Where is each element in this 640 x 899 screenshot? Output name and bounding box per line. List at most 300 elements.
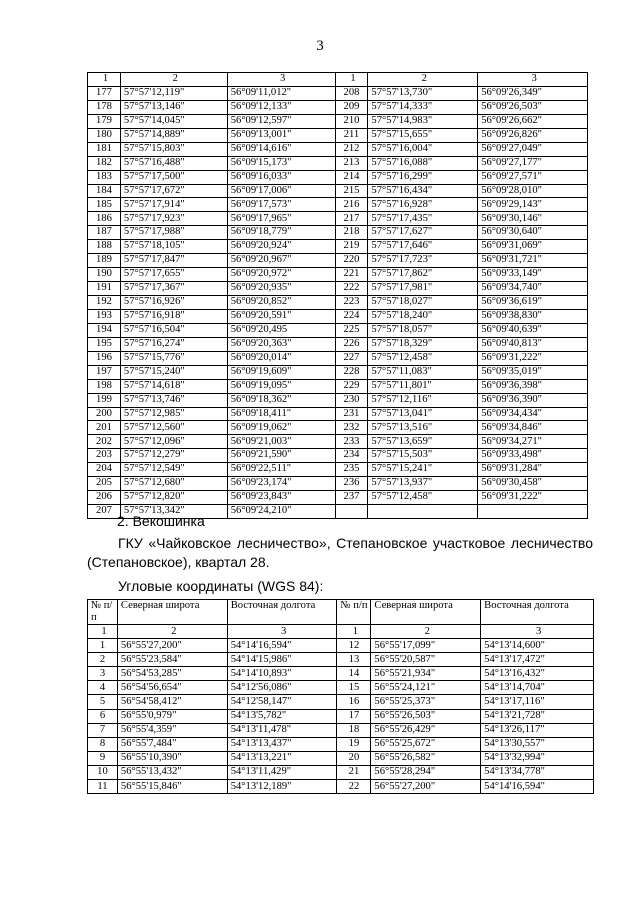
longitude-cell: 56°09'34,740" (478, 282, 588, 296)
longitude-cell: 56°09'23,174" (227, 477, 335, 491)
point-number-cell: 191 (88, 282, 121, 296)
point-number-cell: 208 (335, 86, 368, 100)
column-header: Восточная долгота (227, 600, 337, 625)
latitude-cell: 57°57'13,659" (368, 435, 478, 449)
longitude-cell: 54°13'26,117" (481, 723, 594, 737)
latitude-cell: 57°57'15,803" (120, 142, 227, 156)
table-row (88, 709, 594, 723)
table-row (88, 240, 588, 254)
point-number-cell (335, 505, 368, 519)
latitude-cell: 57°57'17,988" (120, 226, 227, 240)
latitude-cell: 57°57'13,041" (368, 407, 478, 421)
longitude-cell: 56°09'30,640" (478, 226, 588, 240)
longitude-cell: 56°09'13,001" (227, 128, 335, 142)
point-number-cell: 197 (88, 365, 121, 379)
latitude-cell: 56°54'53,285" (117, 667, 227, 681)
latitude-cell: 57°57'18,057" (368, 323, 478, 337)
point-number-cell: 184 (88, 184, 121, 198)
longitude-cell: 56°09'24,210" (227, 505, 335, 519)
point-number-cell: 209 (335, 100, 368, 114)
longitude-cell: 54°12'56,086" (227, 681, 337, 695)
latitude-cell: 57°57'16,928" (368, 198, 478, 212)
longitude-cell: 54°13'30,557" (481, 737, 594, 751)
latitude-cell: 56°55'27,200" (117, 639, 227, 653)
longitude-cell: 56°09'21,003" (227, 435, 335, 449)
latitude-cell: 56°55'23,584" (117, 653, 227, 667)
latitude-cell: 57°57'17,862" (368, 268, 478, 282)
latitude-cell: 57°57'17,672" (120, 184, 227, 198)
point-number-cell: 237 (335, 491, 368, 505)
longitude-cell: 54°13'12,189" (227, 780, 337, 794)
longitude-cell: 56°09'40,639" (478, 323, 588, 337)
longitude-cell: 56°09'20,363" (227, 337, 335, 351)
point-number-cell: 214 (335, 170, 368, 184)
longitude-cell: 56°09'17,573" (227, 198, 335, 212)
latitude-cell: 57°57'12,458" (368, 351, 478, 365)
point-number-cell: 203 (88, 449, 121, 463)
point-number-cell: 180 (88, 128, 121, 142)
longitude-cell: 56°09'40,813" (478, 337, 588, 351)
point-number-cell: 182 (88, 156, 121, 170)
point-number-cell: 183 (88, 170, 121, 184)
point-number-cell: 210 (335, 114, 368, 128)
longitude-cell: 56°09'31,069" (478, 240, 588, 254)
point-number-cell: 8 (88, 737, 118, 751)
longitude-cell: 54°13'17,116" (481, 695, 594, 709)
longitude-cell: 56°09'18,411" (227, 407, 335, 421)
point-number-cell: 221 (335, 268, 368, 282)
point-number-cell: 185 (88, 198, 121, 212)
point-number-cell: 213 (335, 156, 368, 170)
table-row (88, 212, 588, 226)
point-number-cell: 219 (335, 240, 368, 254)
longitude-cell: 54°14'16,594" (227, 639, 337, 653)
point-number-cell: 218 (335, 226, 368, 240)
point-number-cell: 187 (88, 226, 121, 240)
column-header: 2 (368, 73, 478, 87)
longitude-cell: 54°14'15,986" (227, 653, 337, 667)
table-row (88, 184, 588, 198)
latitude-cell: 57°57'12,549" (120, 463, 227, 477)
latitude-cell: 57°57'16,274" (120, 337, 227, 351)
column-header: 1 (88, 73, 121, 87)
column-header: 3 (227, 73, 335, 87)
longitude-cell: 56°09'36,390" (478, 393, 588, 407)
longitude-cell: 56°09'31,721" (478, 254, 588, 268)
table-row (88, 114, 588, 128)
latitude-cell: 57°57'16,488" (120, 156, 227, 170)
point-number-cell: 20 (337, 751, 371, 765)
latitude-cell: 56°54'56,654" (117, 681, 227, 695)
table-header-row (88, 73, 588, 87)
column-number: 1 (88, 625, 118, 639)
column-number: 2 (371, 625, 481, 639)
point-number-cell: 217 (335, 212, 368, 226)
point-number-cell: 178 (88, 100, 121, 114)
latitude-cell: 57°57'12,096" (120, 435, 227, 449)
column-header: 3 (478, 73, 588, 87)
longitude-cell: 54°13'16,432" (481, 667, 594, 681)
longitude-cell: 56°09'18,362" (227, 393, 335, 407)
latitude-cell: 57°57'14,618" (120, 379, 227, 393)
point-number-cell: 181 (88, 142, 121, 156)
table-row (88, 156, 588, 170)
column-number: 1 (337, 625, 371, 639)
latitude-cell: 57°57'14,045" (120, 114, 227, 128)
longitude-cell: 56°09'34,434" (478, 407, 588, 421)
point-number-cell: 11 (88, 780, 118, 794)
longitude-cell: 54°13'5,782" (227, 709, 337, 723)
table-row (88, 737, 594, 751)
point-number-cell: 233 (335, 435, 368, 449)
point-number-cell: 189 (88, 254, 121, 268)
longitude-cell: 56°09'33,149" (478, 268, 588, 282)
longitude-cell: 56°09'31,284" (478, 463, 588, 477)
point-number-cell: 3 (88, 667, 118, 681)
longitude-cell: 56°09'20,924" (227, 240, 335, 254)
longitude-cell: 56°09'17,965" (227, 212, 335, 226)
latitude-cell: 57°57'18,105" (120, 240, 227, 254)
table-row (88, 421, 588, 435)
latitude-cell: 57°57'12,680" (120, 477, 227, 491)
latitude-cell: 56°55'20,587" (371, 653, 481, 667)
longitude-cell: 56°09'20,852" (227, 296, 335, 310)
longitude-cell: 54°12'58,147" (227, 695, 337, 709)
longitude-cell: 56°09'27,571" (478, 170, 588, 184)
latitude-cell: 56°54'58,412" (117, 695, 227, 709)
latitude-cell: 57°57'11,083" (368, 365, 478, 379)
table-row (88, 309, 588, 323)
point-number-cell: 231 (335, 407, 368, 421)
latitude-cell: 56°55'26,503" (371, 709, 481, 723)
latitude-cell: 57°57'14,983" (368, 114, 478, 128)
point-number-cell: 216 (335, 198, 368, 212)
latitude-cell: 56°55'4,359" (117, 723, 227, 737)
page-number: 3 (316, 38, 324, 54)
table-row (88, 379, 588, 393)
latitude-cell: 57°57'17,367" (120, 282, 227, 296)
table-row (88, 337, 588, 351)
point-number-cell: 228 (335, 365, 368, 379)
longitude-cell: 56°09'23,843" (227, 491, 335, 505)
table-row (88, 100, 588, 114)
point-number-cell: 2 (88, 653, 118, 667)
longitude-cell: 56°09'26,349" (478, 86, 588, 100)
longitude-cell: 54°14'16,594" (481, 780, 594, 794)
point-number-cell: 224 (335, 309, 368, 323)
column-number: 3 (481, 625, 594, 639)
table-row (88, 407, 588, 421)
point-number-cell: 188 (88, 240, 121, 254)
longitude-cell: 54°13'14,600" (481, 639, 594, 653)
point-number-cell: 16 (337, 695, 371, 709)
table-row (88, 463, 588, 477)
point-number-cell: 223 (335, 296, 368, 310)
latitude-cell: 57°57'12,279" (120, 449, 227, 463)
longitude-cell: 56°09'26,503" (478, 100, 588, 114)
latitude-cell (368, 505, 478, 519)
column-header: Северная широта (371, 600, 481, 625)
point-number-cell: 7 (88, 723, 118, 737)
longitude-cell: 56°09'29,143" (478, 198, 588, 212)
point-number-cell: 190 (88, 268, 121, 282)
longitude-cell: 56°09'36,398" (478, 379, 588, 393)
point-number-cell: 1 (88, 639, 118, 653)
latitude-cell: 56°55'15,846" (117, 780, 227, 794)
longitude-cell: 56°09'12,597" (227, 114, 335, 128)
point-number-cell: 6 (88, 709, 118, 723)
longitude-cell: 56°09'31,222" (478, 491, 588, 505)
point-number-cell: 229 (335, 379, 368, 393)
table-row (88, 365, 588, 379)
table-row (88, 170, 588, 184)
point-number-cell: 9 (88, 751, 118, 765)
latitude-cell: 56°55'17,099" (371, 639, 481, 653)
latitude-cell: 57°57'13,730" (368, 86, 478, 100)
point-number-cell: 227 (335, 351, 368, 365)
latitude-cell: 57°57'15,776" (120, 351, 227, 365)
latitude-cell: 57°57'14,889" (120, 128, 227, 142)
latitude-cell: 57°57'17,847" (120, 254, 227, 268)
longitude-cell: 56°09'31,222" (478, 351, 588, 365)
column-header: Восточная долгота (481, 600, 594, 625)
longitude-cell: 54°13'17,472" (481, 653, 594, 667)
point-number-cell: 196 (88, 351, 121, 365)
point-number-cell: 22 (337, 780, 371, 794)
longitude-cell (478, 505, 588, 519)
point-number-cell: 220 (335, 254, 368, 268)
point-number-cell: 206 (88, 491, 121, 505)
longitude-cell: 56°09'30,146" (478, 212, 588, 226)
latitude-cell: 57°57'13,146" (120, 100, 227, 114)
table-row (88, 695, 594, 709)
table-row (88, 282, 588, 296)
point-number-cell: 21 (337, 765, 371, 779)
latitude-cell: 57°57'13,516" (368, 421, 478, 435)
point-number-cell: 234 (335, 449, 368, 463)
latitude-cell: 56°55'10,390" (117, 751, 227, 765)
longitude-cell: 56°09'22,511" (227, 463, 335, 477)
column-header: № п/п (337, 600, 371, 625)
column-header: 2 (120, 73, 227, 87)
table-row (88, 226, 588, 240)
latitude-cell: 57°57'18,329" (368, 337, 478, 351)
point-number-cell: 192 (88, 296, 121, 310)
longitude-cell: 56°09'27,177" (478, 156, 588, 170)
longitude-cell: 56°09'28,010" (478, 184, 588, 198)
latitude-cell: 57°57'17,435" (368, 212, 478, 226)
latitude-cell: 57°57'17,723" (368, 254, 478, 268)
column-header: Северная широта (117, 600, 227, 625)
table-header-row (88, 600, 594, 625)
point-number-cell: 222 (335, 282, 368, 296)
point-number-cell: 13 (337, 653, 371, 667)
point-number-cell: 17 (337, 709, 371, 723)
table-row (88, 142, 588, 156)
longitude-cell: 54°13'11,429" (227, 765, 337, 779)
longitude-cell: 56°09'15,173" (227, 156, 335, 170)
latitude-cell: 56°55'26,429" (371, 723, 481, 737)
latitude-cell: 57°57'15,241" (368, 463, 478, 477)
table-row (88, 639, 594, 653)
latitude-cell: 57°57'16,918" (120, 309, 227, 323)
latitude-cell: 56°55'28,294" (371, 765, 481, 779)
point-number-cell: 19 (337, 737, 371, 751)
latitude-cell: 57°57'15,655" (368, 128, 478, 142)
longitude-cell: 54°13'14,704" (481, 681, 594, 695)
longitude-cell: 56°09'18,779" (227, 226, 335, 240)
longitude-cell: 56°09'12,133" (227, 100, 335, 114)
longitude-cell: 56°09'20,967" (227, 254, 335, 268)
latitude-cell: 57°57'17,627" (368, 226, 478, 240)
table-row (88, 296, 588, 310)
table-row (88, 254, 588, 268)
latitude-cell: 57°57'16,504" (120, 323, 227, 337)
latitude-cell: 57°57'16,004" (368, 142, 478, 156)
latitude-cell: 57°57'12,820" (120, 491, 227, 505)
point-number-cell: 215 (335, 184, 368, 198)
latitude-cell: 57°57'17,981" (368, 282, 478, 296)
point-number-cell: 14 (337, 667, 371, 681)
latitude-cell: 57°57'17,655" (120, 268, 227, 282)
point-number-cell: 5 (88, 695, 118, 709)
longitude-cell: 56°09'27,049" (478, 142, 588, 156)
table-row (88, 449, 588, 463)
latitude-cell: 57°57'16,088" (368, 156, 478, 170)
latitude-cell: 56°55'21,934" (371, 667, 481, 681)
latitude-cell: 56°55'24,121" (371, 681, 481, 695)
longitude-cell: 56°09'20,014" (227, 351, 335, 365)
point-number-cell: 179 (88, 114, 121, 128)
point-number-cell: 18 (337, 723, 371, 737)
latitude-cell: 57°57'12,560" (120, 421, 227, 435)
longitude-cell: 56°09'33,498" (478, 449, 588, 463)
point-number-cell: 193 (88, 309, 121, 323)
table-row (88, 681, 594, 695)
latitude-cell: 56°55'25,373" (371, 695, 481, 709)
latitude-cell: 57°57'16,926" (120, 296, 227, 310)
longitude-cell: 56°09'36,619" (478, 296, 588, 310)
longitude-cell: 56°09'26,662" (478, 114, 588, 128)
latitude-cell: 57°57'15,240" (120, 365, 227, 379)
table-row (88, 667, 594, 681)
point-number-cell: 205 (88, 477, 121, 491)
latitude-cell: 56°55'27,200" (371, 780, 481, 794)
latitude-cell: 57°57'12,458" (368, 491, 478, 505)
section-paragraph: ГКУ «Чайковское лесничество», Степановское участковое лесничество (Степановское), квартал 28. (87, 535, 593, 570)
point-number-cell: 177 (88, 86, 121, 100)
longitude-cell: 56°09'35,019" (478, 365, 588, 379)
latitude-cell: 57°57'12,119" (120, 86, 227, 100)
longitude-cell: 54°14'10,893" (227, 667, 337, 681)
longitude-cell: 54°13'13,437" (227, 737, 337, 751)
latitude-cell: 57°57'18,240" (368, 309, 478, 323)
point-number-cell: 186 (88, 212, 121, 226)
point-number-cell: 226 (335, 337, 368, 351)
point-number-cell: 200 (88, 407, 121, 421)
longitude-cell: 56°09'38,830" (478, 309, 588, 323)
table-number-row (88, 625, 594, 639)
coordinates-table-2 (87, 599, 594, 794)
table-row (88, 780, 594, 794)
column-number: 2 (117, 625, 227, 639)
table-row (88, 765, 594, 779)
latitude-cell: 56°55'25,672" (371, 737, 481, 751)
latitude-cell: 57°57'17,646" (368, 240, 478, 254)
latitude-cell: 57°57'13,746" (120, 393, 227, 407)
point-number-cell: 204 (88, 463, 121, 477)
column-number: 3 (227, 625, 337, 639)
table-row (88, 491, 588, 505)
latitude-cell: 57°57'12,985" (120, 407, 227, 421)
longitude-cell: 56°09'20,591" (227, 309, 335, 323)
table-row (88, 435, 588, 449)
latitude-cell: 57°57'13,937" (368, 477, 478, 491)
point-number-cell: 212 (335, 142, 368, 156)
longitude-cell: 54°13'32,994" (481, 751, 594, 765)
longitude-cell: 56°09'19,095" (227, 379, 335, 393)
point-number-cell: 201 (88, 421, 121, 435)
coordinates-table-1 (87, 72, 588, 519)
table-row (88, 751, 594, 765)
longitude-cell: 56°09'20,972" (227, 268, 335, 282)
latitude-cell: 56°55'0,979" (117, 709, 227, 723)
point-number-cell: 230 (335, 393, 368, 407)
point-number-cell: 194 (88, 323, 121, 337)
longitude-cell: 56°09'19,609" (227, 365, 335, 379)
table-row (88, 128, 588, 142)
longitude-cell: 54°13'21,728" (481, 709, 594, 723)
longitude-cell: 56°09'20,495 (227, 323, 335, 337)
longitude-cell: 54°13'13,221" (227, 751, 337, 765)
longitude-cell: 56°09'17,006" (227, 184, 335, 198)
latitude-cell: 57°57'15,503" (368, 449, 478, 463)
longitude-cell: 54°13'34,778" (481, 765, 594, 779)
table-row (88, 351, 588, 365)
point-number-cell: 4 (88, 681, 118, 695)
latitude-cell: 56°55'13,432" (117, 765, 227, 779)
column-header: № п/п (88, 600, 118, 625)
latitude-cell: 57°57'14,333" (368, 100, 478, 114)
column-header: 1 (335, 73, 368, 87)
point-number-cell: 202 (88, 435, 121, 449)
point-number-cell: 211 (335, 128, 368, 142)
coordinates-title: Угловые координаты (WGS 84): (118, 578, 324, 594)
point-number-cell: 235 (335, 463, 368, 477)
table-row (88, 198, 588, 212)
table-row (88, 323, 588, 337)
table-row (88, 86, 588, 100)
point-number-cell: 195 (88, 337, 121, 351)
latitude-cell: 57°57'11,801" (368, 379, 478, 393)
longitude-cell: 56°09'21,590" (227, 449, 335, 463)
point-number-cell: 12 (337, 639, 371, 653)
point-number-cell: 225 (335, 323, 368, 337)
table-row (88, 723, 594, 737)
table-row (88, 393, 588, 407)
table-row (88, 477, 588, 491)
longitude-cell: 56°09'34,846" (478, 421, 588, 435)
table-row (88, 268, 588, 282)
longitude-cell: 56°09'14,616" (227, 142, 335, 156)
longitude-cell: 56°09'34,271" (478, 435, 588, 449)
longitude-cell: 56°09'20,935" (227, 282, 335, 296)
longitude-cell: 54°13'11,478" (227, 723, 337, 737)
latitude-cell: 57°57'17,500" (120, 170, 227, 184)
latitude-cell: 57°57'12,116" (368, 393, 478, 407)
latitude-cell: 57°57'18,027" (368, 296, 478, 310)
point-number-cell: 236 (335, 477, 368, 491)
